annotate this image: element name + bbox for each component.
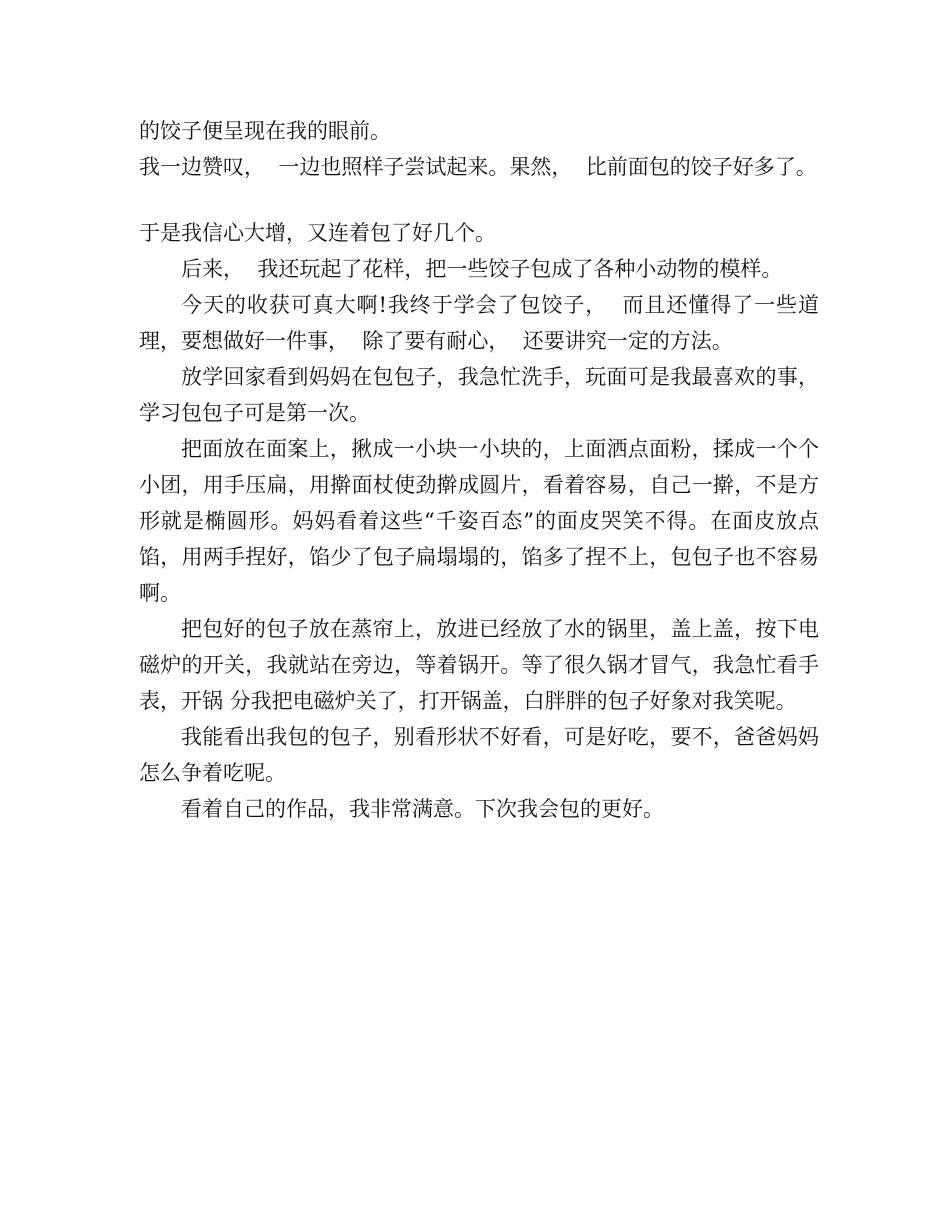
paragraph: 把面放在面案上，揪成一小块一小块的，上面洒点面粉，揉成一个个小团，用手压扁，用擀面杖使劲擀成圆片，看着容易，自己一擀，不是方形就是椭圆形。妈妈看着这些“千姿百态”的面皮哭笑不得。在面皮放点馅，用两手捏好，馅少了包子扁塌塌的，馅多了捏不上，包包子也不容易啊。 [139,437,819,605]
paragraph: 于是我信心大增，又连着包了好几个。 [139,221,496,245]
paragraph: 的饺子便呈现在我的眼前。 [139,119,391,143]
paragraph: 看着自己的作品，我非常满意。下次我会包的更好。 [181,797,664,821]
paragraph: 把包好的包子放在蒸帘上，放进已经放了水的锅里，盖上盖，按下电磁炉的开关，我就站在旁边，等着锅开。等了很久锅才冒气，我急忙看手表，开锅 分我把电磁炉关了，打开锅盖，白胖胖的包子好象对我笑呢。 [139,617,819,713]
paragraph: 今天的收获可真大啊!我终于学会了包饺子， 而且还懂得了一些道理，要想做好一件事， 除了要有耐心， 还要讲究一定的方法。 [139,293,819,353]
document-page [139,113,819,827]
paragraph: 我能看出我包的包子，别看形状不好看，可是好吃，要不，爸爸妈妈怎么争着吃呢。 [139,725,819,785]
paragraph: 放学回家看到妈妈在包包子，我急忙洗手，玩面可是我最喜欢的事，学习包包子可是第一次。 [139,365,819,425]
paragraph: 后来， 我还玩起了花样，把一些饺子包成了各种小动物的模样。 [181,257,783,281]
paragraph: 我一边赞叹， 一边也照样子尝试起来。果然， 比前面包的饺子好多了。 [139,155,817,179]
